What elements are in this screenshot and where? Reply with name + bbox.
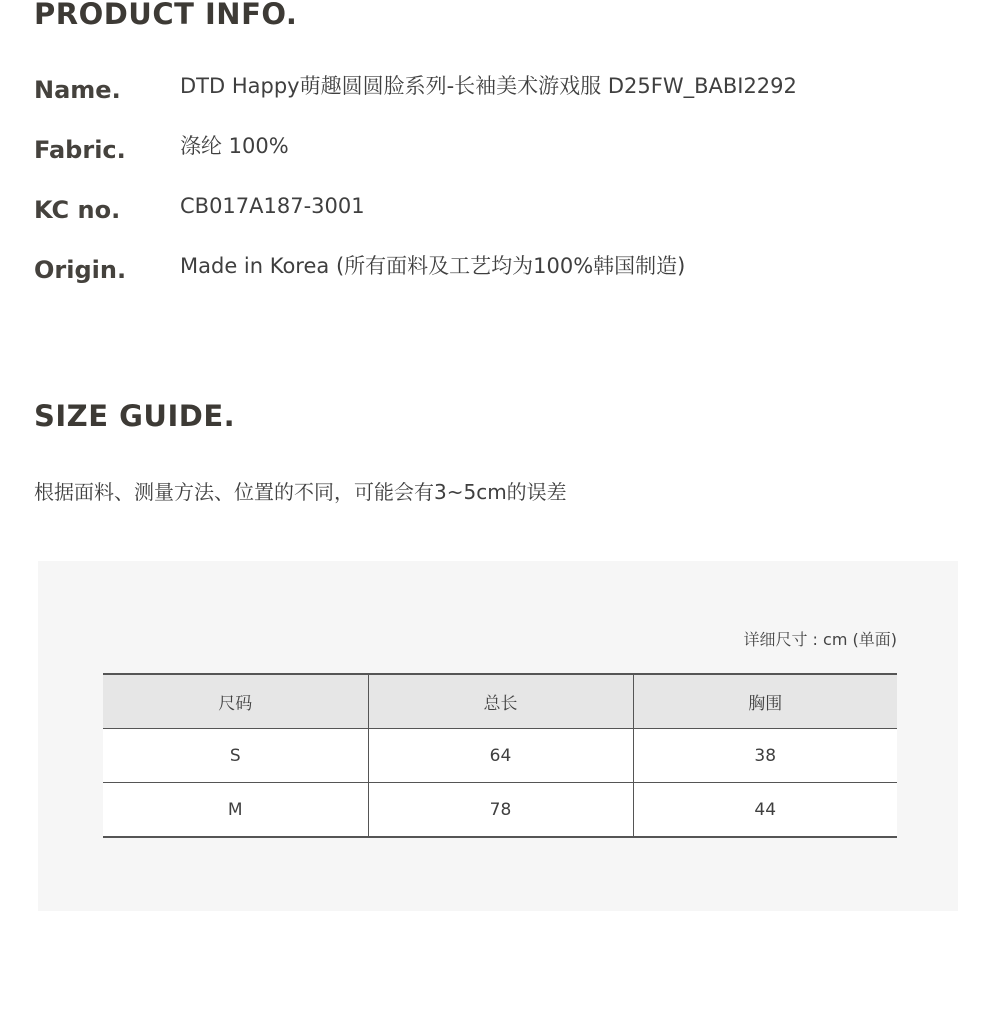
table-row: [103, 729, 897, 783]
table-cell-length: 78: [368, 783, 633, 838]
size-table: [103, 673, 897, 838]
info-row-origin: [34, 254, 964, 298]
size-guide-title: SIZE GUIDE.: [34, 399, 236, 433]
info-label-kc-no: KC no.: [34, 196, 121, 224]
info-label-name: Name.: [34, 76, 121, 104]
size-table-header-length: 总长: [368, 674, 633, 729]
table-cell-chest: 38: [633, 729, 897, 783]
table-row: [103, 783, 897, 838]
table-cell-size: M: [227, 799, 243, 820]
size-table-panel: [38, 561, 958, 911]
info-row-fabric: [34, 134, 964, 178]
table-cell-size: S: [229, 745, 241, 766]
info-row-name: [34, 74, 964, 118]
table-cell-length: 64: [368, 729, 633, 783]
info-value-fabric: 涤纶 100%: [180, 134, 289, 158]
info-label-origin: Origin.: [34, 256, 127, 284]
size-table-header-chest: 胸围: [633, 674, 897, 729]
table-cell-chest: 44: [633, 783, 897, 838]
size-table-header-row: [103, 674, 897, 729]
info-label-fabric: Fabric.: [34, 136, 126, 164]
info-row-kc-no: [34, 194, 964, 238]
info-value-name: DTD Happy萌趣圆圆脸系列-长袖美术游戏服 D25FW_BABI2292: [180, 74, 797, 98]
product-info-title: PRODUCT INFO.: [34, 0, 298, 31]
size-guide-note: 根据面料、测量方法、位置的不同，可能会有3~5cm的误差: [34, 480, 567, 504]
size-table-header-size: 尺码: [218, 694, 253, 714]
info-value-origin: Made in Korea (所有面料及工艺均为100%韩国制造): [180, 254, 686, 278]
size-unit-note: 详细尺寸 : cm (单面): [743, 630, 897, 649]
info-value-kc-no: CB017A187-3001: [180, 194, 365, 218]
